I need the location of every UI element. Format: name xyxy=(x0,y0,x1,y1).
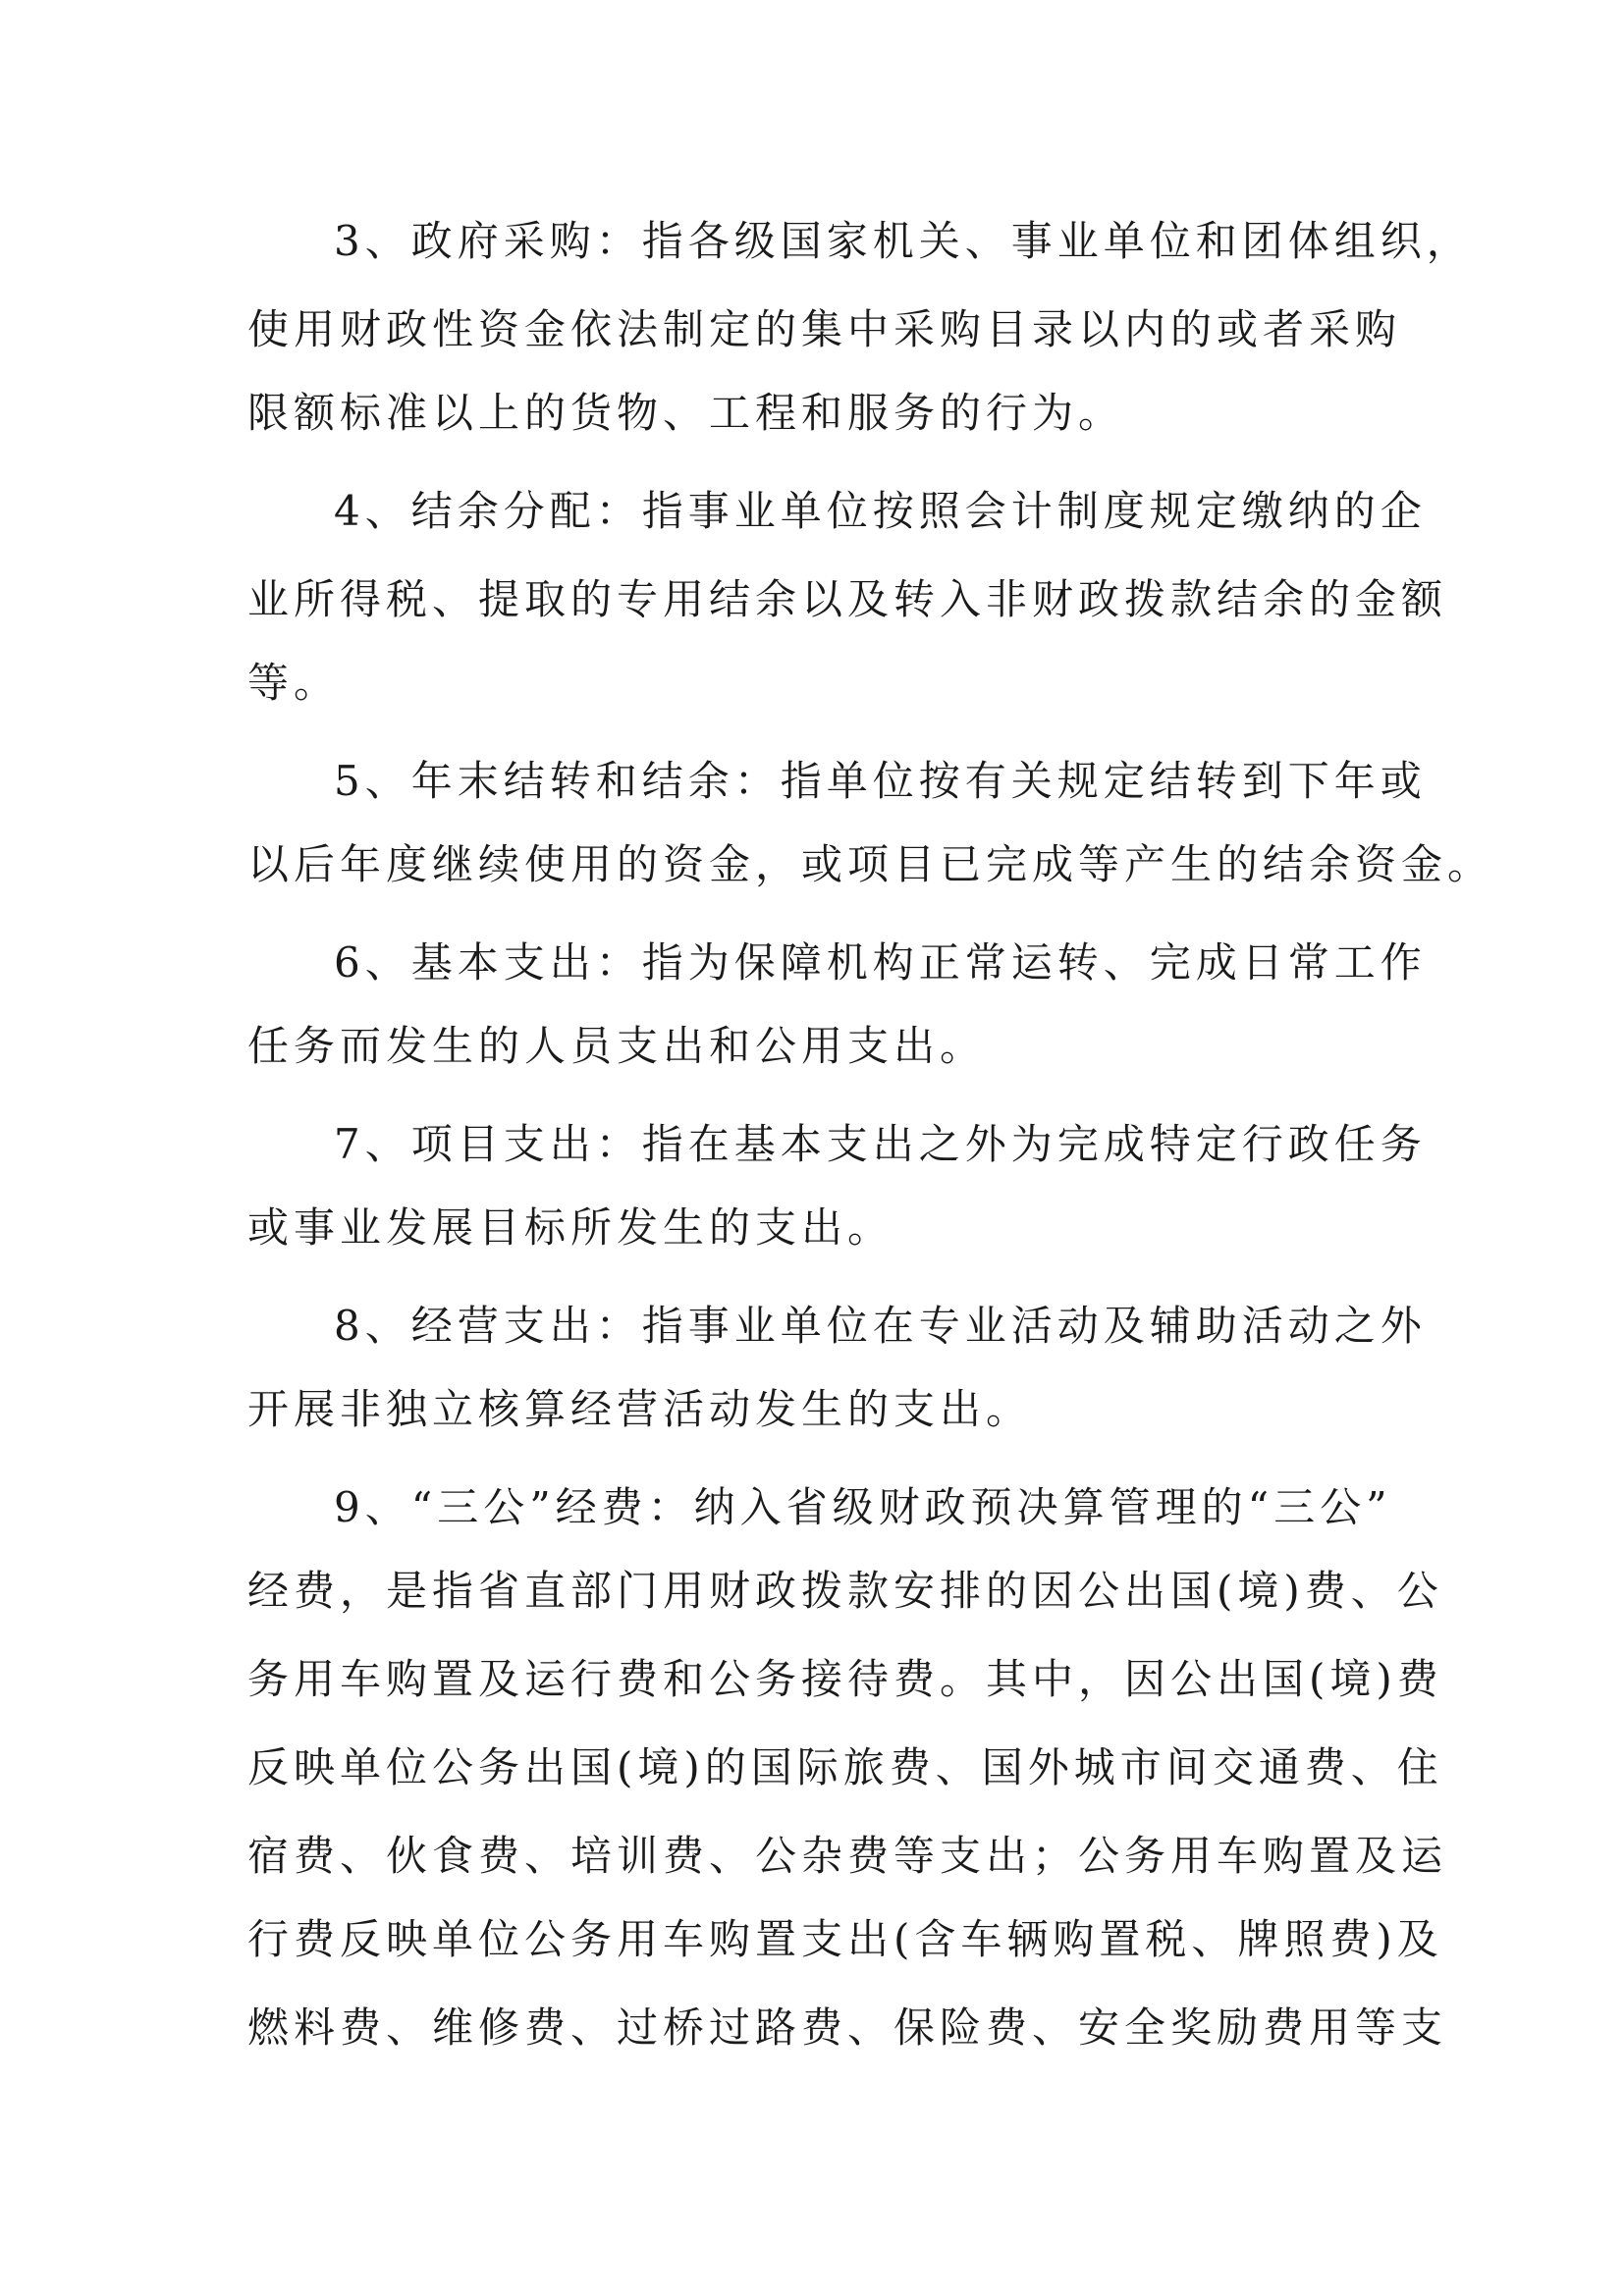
paragraph-4-line-3 xyxy=(0,638,1624,728)
text-line: 燃料费、维修费、过桥过路费、保险费、安全奖励费用等支 xyxy=(247,2003,1448,2052)
text-line: 8、经营支出：指事业单位在专业活动及辅助活动之外 xyxy=(334,1302,1427,1350)
text-line: 7、项目支出：指在基本支出之外为完成特定行政任务 xyxy=(334,1120,1427,1168)
text-line: 4、结余分配：指事业单位按照会计制度规定缴纳的企 xyxy=(334,487,1427,535)
paragraph-9-line-7 xyxy=(0,1983,1624,2073)
paragraph-8-line-1 xyxy=(0,1281,1624,1371)
text-line: 经费，是指省直部门用财政拨款安排的因公出国(境)费、公 xyxy=(247,1567,1443,1615)
text-line: 开展非独立核算经营活动发生的支出。 xyxy=(247,1385,1033,1433)
paragraph-9-line-4 xyxy=(0,1723,1624,1813)
text-line: 任务而发生的人员支出和公用支出。 xyxy=(247,1022,987,1070)
text-line: 或事业发展目标所发生的支出。 xyxy=(247,1203,894,1252)
paragraph-6-line-2 xyxy=(0,1001,1624,1092)
paragraph-3-line-3 xyxy=(0,368,1624,458)
text-line: 6、基本支出：指为保障机构正常运转、完成日常工作 xyxy=(334,938,1427,987)
paragraph-8-line-2 xyxy=(0,1364,1624,1455)
text-line: 3、政府采购：指各级国家机关、事业单位和团体组织， xyxy=(334,217,1473,265)
paragraph-9-line-1 xyxy=(0,1463,1624,1553)
paragraph-7-line-2 xyxy=(0,1183,1624,1273)
text-line: 宿费、伙食费、培训费、公杂费等支出；公务用车购置及运 xyxy=(247,1832,1448,1880)
text-line: 业所得税、提取的专用结余以及转入非财政拨款结余的金额 xyxy=(247,575,1448,623)
text-line: 限额标准以上的货物、工程和服务的行为。 xyxy=(247,389,1125,437)
paragraph-4-line-1 xyxy=(0,466,1624,557)
text-line: 行费反映单位公务用车购置支出(含车辆购置税、牌照费)及 xyxy=(247,1915,1443,1963)
text-line: 5、年末结转和结余：指单位按有关规定结转到下年或 xyxy=(334,757,1427,805)
text-line: 反映单位公务出国(境)的国际旅费、国外城市间交通费、住 xyxy=(247,1743,1443,1791)
paragraph-9-line-3 xyxy=(0,1634,1624,1725)
paragraph-3-line-2 xyxy=(0,285,1624,375)
paragraph-9-line-2 xyxy=(0,1546,1624,1636)
text-line: 以后年度继续使用的资金，或项目已完成等产生的结余资金。 xyxy=(247,840,1494,888)
paragraph-9-line-5 xyxy=(0,1811,1624,1901)
paragraph-5-line-2 xyxy=(0,820,1624,910)
text-line: 9、“三公”经费：纳入省级财政预决算管理的“三公” xyxy=(334,1483,1392,1531)
paragraph-7-line-1 xyxy=(0,1099,1624,1190)
text-line: 使用财政性资金依法制定的集中采购目录以内的或者采购 xyxy=(247,305,1402,353)
paragraph-6-line-1 xyxy=(0,918,1624,1008)
text-line: 务用车购置及运行费和公务接待费。其中，因公出国(境)费 xyxy=(247,1655,1443,1703)
paragraph-4-line-2 xyxy=(0,555,1624,645)
paragraph-9-line-6 xyxy=(0,1895,1624,1985)
text-line: 等。 xyxy=(247,659,341,707)
paragraph-5-line-1 xyxy=(0,736,1624,827)
paragraph-3-line-1 xyxy=(0,196,1624,287)
